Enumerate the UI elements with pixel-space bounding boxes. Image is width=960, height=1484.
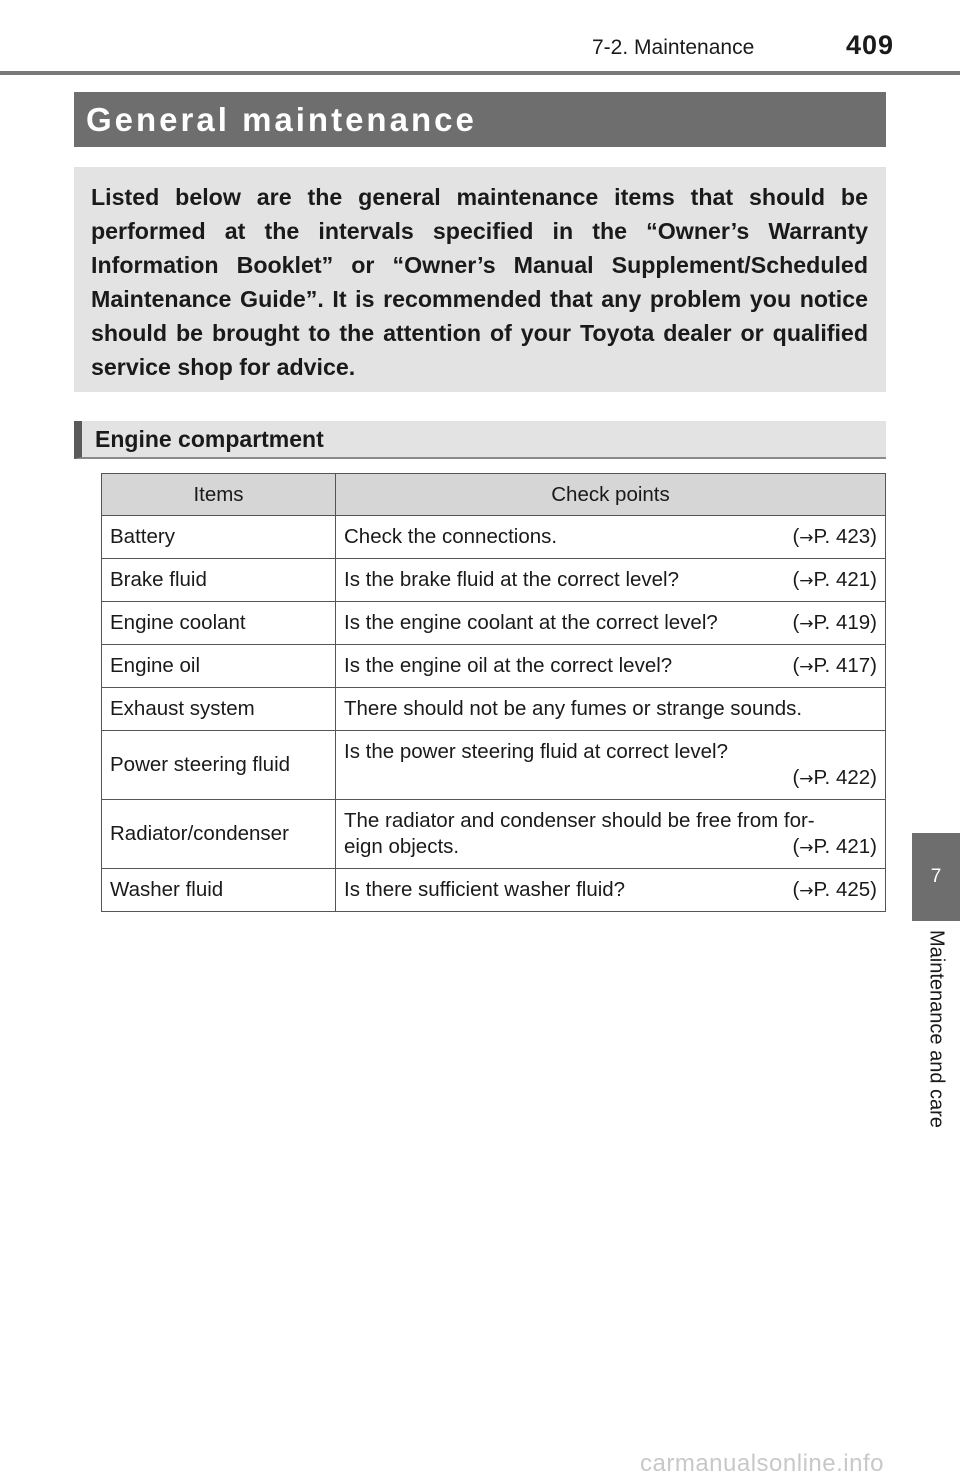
table-row: [102, 731, 886, 800]
item-cell: Brake fluid: [102, 559, 336, 602]
right-arrow-icon: →: [799, 570, 814, 591]
check-text: Check the connections.: [344, 524, 558, 548]
section-title-bar: [74, 92, 886, 147]
table-row: [102, 559, 886, 602]
table-row: [102, 645, 886, 688]
check-text: Is the brake fluid at the correct level?: [344, 567, 680, 591]
chapter-tab[interactable]: [912, 833, 960, 921]
page-reference: (→P. 417): [792, 653, 877, 677]
right-arrow-icon: →: [799, 613, 814, 634]
page-reference: (→P. 419): [792, 610, 877, 634]
header-check-points: Check points: [336, 474, 886, 516]
intro-text: Listed below are the general maintenance items that should be performed at the intervals specified in the “Owner’s Warranty Information Booklet” or “Owner’s Manual Supplement/Scheduled Maintenance Guide”. It is recommended that any problem you notice should be brought to the attention of your Toyota dealer or qualified service shop for advice.: [91, 184, 868, 380]
check-text: Is the engine oil at the correct level?: [344, 653, 673, 677]
right-arrow-icon: →: [799, 656, 814, 677]
check-cell: [336, 688, 886, 731]
watermark: carmanualsonline.info: [640, 1450, 884, 1477]
chapter-number: 7: [930, 866, 942, 887]
right-arrow-icon: →: [799, 768, 814, 789]
check-cell: [336, 516, 886, 559]
chapter-label-container: [912, 930, 960, 1160]
check-cell: [336, 869, 886, 912]
check-cell: [336, 800, 886, 869]
table-row: [102, 688, 886, 731]
page-reference: (→P. 423): [792, 524, 877, 548]
check-text-line-2: eign objects.: [344, 834, 460, 858]
check-text: Is the power steering fluid at correct level?: [344, 739, 728, 763]
item-cell: Washer fluid: [102, 869, 336, 912]
item-cell: Battery: [102, 516, 336, 559]
table-row: [102, 602, 886, 645]
subheading: Engine compartment: [95, 425, 324, 452]
page-number: 409: [846, 30, 895, 60]
check-text: Is the engine coolant at the correct level?: [344, 610, 718, 634]
check-cell: [336, 731, 886, 800]
subheading-bar: [74, 421, 886, 459]
table-row: [102, 869, 886, 912]
page-reference: (→P. 422): [792, 765, 877, 789]
right-arrow-icon: →: [799, 527, 814, 548]
check-text: Is there sufficient washer fluid?: [344, 877, 626, 901]
header-items: Items: [102, 474, 336, 516]
item-cell: Radiator/condenser: [102, 800, 336, 869]
page-reference: (→P. 421): [792, 567, 877, 591]
maintenance-table: [101, 473, 886, 912]
item-cell: Power steering fluid: [102, 731, 336, 800]
check-text: There should not be any fumes or strange sounds.: [344, 697, 803, 720]
item-cell: Engine oil: [102, 645, 336, 688]
page-reference: (→P. 425): [792, 877, 877, 901]
intro-box: [74, 167, 886, 392]
header-section-title: 7-2. Maintenance: [592, 36, 755, 59]
check-cell: [336, 602, 886, 645]
item-cell: Engine coolant: [102, 602, 336, 645]
header-rule: [0, 71, 960, 75]
check-text-line-1: The radiator and condenser should be free from for-: [344, 808, 815, 832]
table-header-row: [102, 474, 886, 516]
page-reference: (→P. 421): [792, 834, 877, 858]
chapter-label: Maintenance and care: [925, 930, 948, 1128]
right-arrow-icon: →: [799, 837, 814, 858]
check-cell: [336, 559, 886, 602]
table-row: [102, 800, 886, 869]
check-cell: [336, 645, 886, 688]
right-arrow-icon: →: [799, 880, 814, 901]
section-title: General maintenance: [86, 100, 477, 138]
table-row: [102, 516, 886, 559]
item-cell: Exhaust system: [102, 688, 336, 731]
